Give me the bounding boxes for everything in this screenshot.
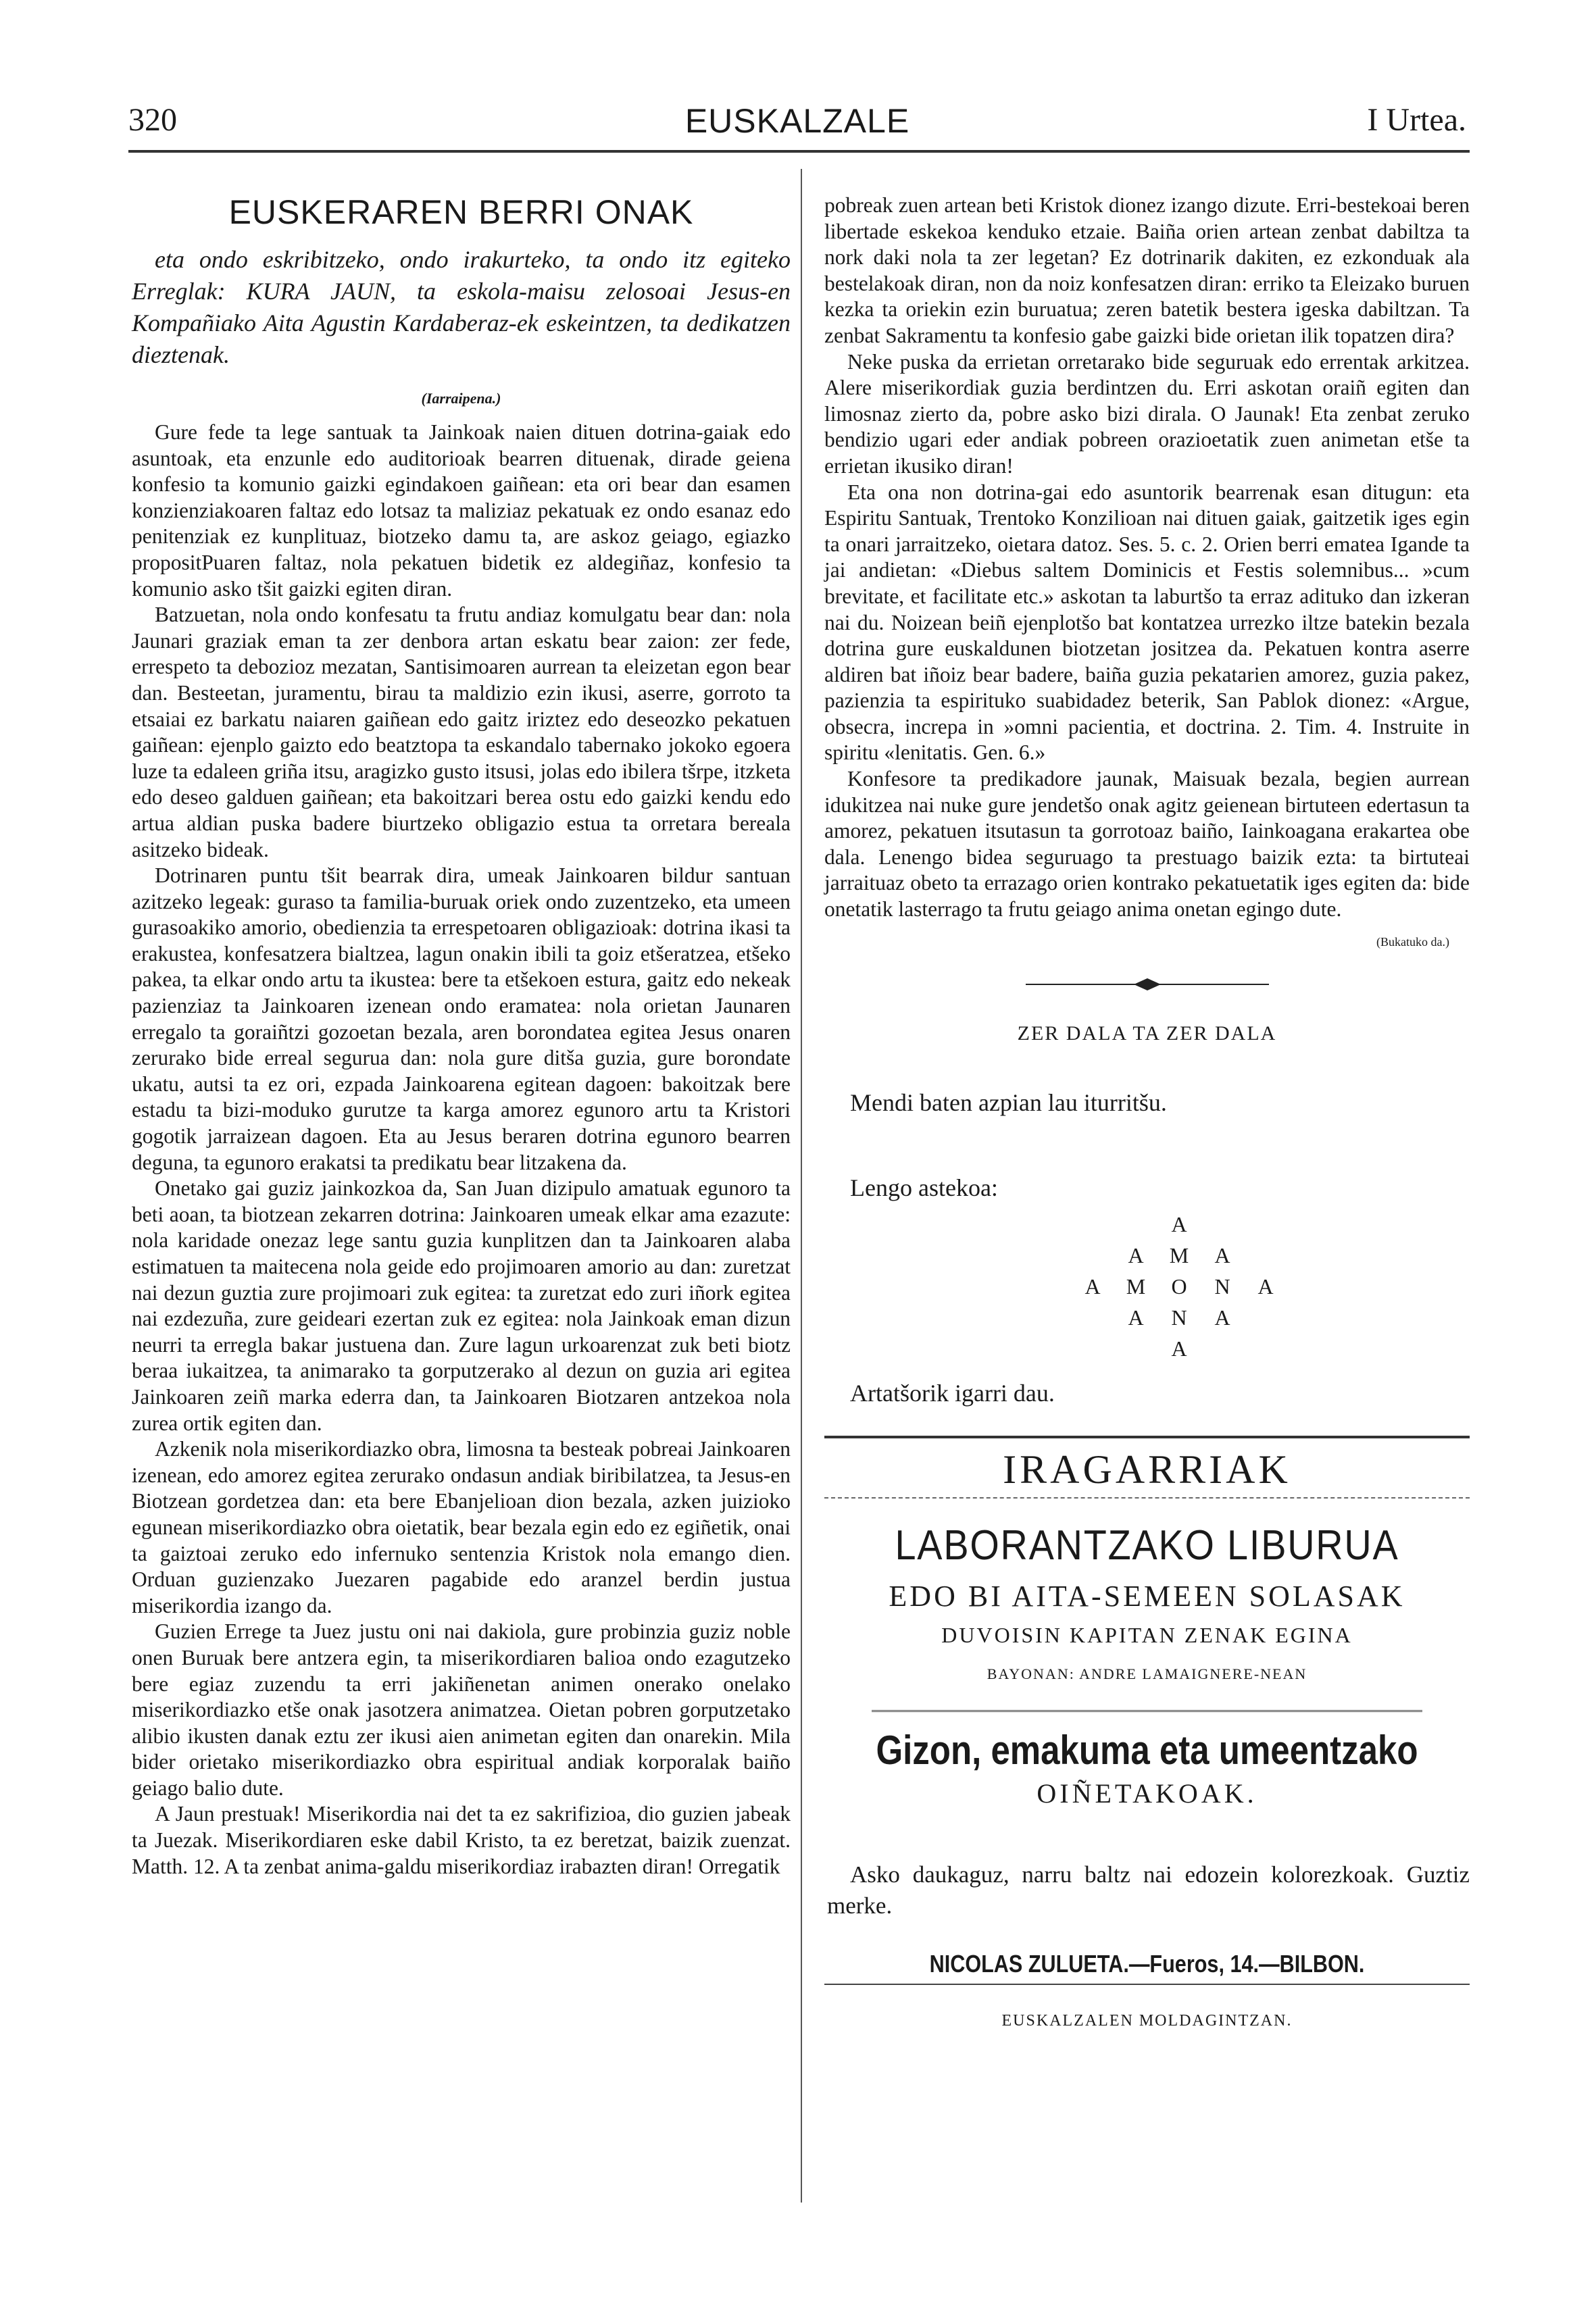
ad1-title: LABORANTZAKO LIBURUA (895, 1521, 1399, 1569)
ad1-author: DUVOISIN KAPITAN ZENAK EGINA (941, 1622, 1353, 1647)
ad1-publisher: BAYONAN: ANDRE LAMAIGNERE-NEAN (987, 1665, 1307, 1682)
header-rule (128, 150, 1470, 153)
paragraph: Azkenik nola miserikordiazko obra, limosna ta besteak pobreai Jainkoaren izenean, edo amorez egitea zerurako ondasun andiak biribilatzea, ta Jesus-en Biotzean gordetzea dan: eta bere Ebanjelioan dion bezala, azken juizioko egunean miserikordiazko obra oietatik, bear bezala egin edo ez egiñetik, onai ta gaiztoai zeruko edo infernuko sentenzia Kristok nola emango dien. Orduan guzienzako Juezaren pagabide edo aranzel berdin justua miserikordia izango da. (132, 1437, 791, 1617)
grid-cell: O (1171, 1274, 1187, 1299)
grid-cell: A (1171, 1211, 1187, 1236)
paragraph: Konfesore ta predikadore jaunak, Maisuak bezala, begien aurrean idukitzea nai nuke gure jendetšo onak agitz geienean birtuteen edertasun ta amorez, pekatuen itsutasun ta gorrotoaz baiño, Iainkoagana erakartea obe dala. Lenengo bidea seguruago ta prestuago baizik ezta: ta birtuteai jarraituaz obeto ta errazago orien kontrako pekatuetatik iges egiten da: bide onetatik lasterrago ta frutu geiago anima onetan egingo dute. (824, 767, 1470, 922)
grid-row (1071, 1271, 1470, 1302)
grid-cell: A (1214, 1242, 1230, 1267)
riddle-title: ZER DALA TA ZER DALA (1017, 1022, 1277, 1045)
grid-cell: A (1214, 1305, 1230, 1330)
journal-title: EUSKALZALE (684, 102, 910, 140)
paragraph: A Jaun prestuak! Miserikordia nai det ta ez sakrifizioa, dio guzien jabeak ta Juezak. Miserikordiaren eske dabil Kristo, ta ez beretzat, baizik zuenzat. Matth. 12. A ta zenbat anima-galdu miserikordiaz irabazten diran! Orregatik (132, 1802, 791, 1878)
grid-cell: M (1126, 1274, 1146, 1299)
article-title: EUSKERAREN BERRI ONAK (228, 193, 694, 231)
ad2-rule (824, 1984, 1470, 1985)
printer-imprint: EUSKALZALEN MOLDAGINTZAN. (1001, 2011, 1293, 2030)
paragraph: Guzien Errege ta Juez justu oni nai dakiola, gure probinzia guziz noble onen Buruak bere antzera egin, ta miserikordiaren balioa ondo ezagutzeko bere egiaz zuzendu ta erri jakiñenetan animen onerako onelako miserikordiazko etše onak jasotzera animatzea. Oietan pobren gorputzetako alibio ikusten danak eztu zer ikusi aien animetan egiten dan onarekin. Mila bider orietako miserikordiazko obra espiritual andiak korporalak baiño geiago balio dute. (132, 1619, 791, 1800)
paragraph: Neke puska da errietan orretarako bide seguruak edo errentak arkitzea. Alere miserikordiak guzia berdintzen du. Erri askotan oraiñ egiten dan limosnaz zierto da, pobre asko bizi dirala. O Jaunak! Eta zenbat zeruko bendizio ugari eder andiak pobreen orazioetatik zuen animetan etše ta errietan ikusiko diran! (824, 349, 1470, 478)
running-head (128, 101, 1466, 149)
grid-cell: A (1171, 1336, 1187, 1361)
ornament-divider (1026, 976, 1269, 992)
grid-row (1071, 1240, 1470, 1271)
riddle-note: Artatšorik igarri dau. (850, 1379, 1055, 1407)
article-body-left (132, 420, 791, 1880)
riddle-text: Mendi baten azpian lau iturritšu. (850, 1088, 1167, 1116)
ad2-title: Gizon, emakuma eta umeentzako (876, 1727, 1418, 1773)
letter-diamond (1071, 1209, 1470, 1364)
paragraph: Eta ona non dotrina-gai edo asuntorik bearrenak esan ditugun: eta Espiritu Santuak, Trentoko Konzilioan nai dituen gaiak, gaitzetik iges egin ta onari jarraitzeko, oietara datoz. Ses. 5. c. 2. Orien berri ematea Igande ta jai andietan: «Diebus saltem Dominicis et Festis solemnibus... »cum brevitate, et facilitate etc.» askotan ta laburtšo ta erraz adituko dan izkeran nai du. Noizean beiñ ejenplotšo bat kontatzea urrezko iltze batekin bezala dotrina gure euskaldunen biotzetan jositzea da. Pekatuen kontra aserre aldiren bat iñoiz bear badere, baiña guzia pekatarien amorez, guzia pakez, pazienzia ta espirituko suabidadez beterik, San Pablok dionez: «Argue, obsecra, increpa in »omni pacientia, et doctrina. 2. Tim. 4. Instruite in spiritu «lenitatis. Gen. 6.» (824, 480, 1470, 765)
right-column (824, 193, 1470, 2030)
ad2-text: Asko daukaguz, narru baltz nai edozein kolorezkoak. Guztiz merke. (827, 1861, 1470, 1919)
grid-row (1071, 1302, 1470, 1333)
paragraph: Onetako gai guziz jainkozkoa da, San Juan dizipulo amatuak egunoro ta beti aoan, ta biotzean zekarren dotrina: Jainkoaren umeak elkar ama ezazute: nola karidade onezaz lege santu guzia kunplitzen dan ta Jainkoaren alaba estimatuen ta maitecena nola geide edo projimoaren amorio au dan: zuretzat nai dezun guztia zure projimoari zuk egitea: ta zuretzat edo zuri iñork egitea nai ezdezuña, zure geideari ezertan zuk ez egitea: nola Jainkoak eman dizun neurri ta erregla bakar justuena dan. Zure lagun urkoarenzat zuk beti biotz beraa iukaitzea, ta animarako ta gorputzerako al dezun on guzia ari egitea Jainkoaren zeiñ marka ederra dan, ta Jainkoaren Biotzaren antzekoa nola zurea ortik egiten dan. (132, 1176, 791, 1435)
ad2-subtitle: OIÑETAKOAK. (1037, 1778, 1257, 1809)
ad1-subtitle: EDO BI AITA-SEMEEN SOLASAK (889, 1579, 1405, 1613)
grid-cell: A (1128, 1242, 1144, 1267)
paragraph: Dotrinaren puntu tšit bearrak dira, umeak Jainkoaren bildur santuan azitzeko legeak: guraso ta familia-buruak oriek ondo zuzentzeko, eta umeen gurasoakiko amorio, obedienzia ta errespetoaren obligazioak: dotrina ikasi ta erakustea, konfesatzera bialtzea, lagun onakin ibili ta goiz etšeratzea, etšeko pakea, ta elkar ondo artu ta ikustea: bere ta etšekoen estura, gaitz edo nekeak pazienziaz ta Jainkoaren izenean ondo eramatea: nola orietan Jaunaren erregalo ta goraiñtzi gozoetan bezala, aren borondatea egitea Jesus onaren zerurako bide erreal segurua dan: nola gure ditša guzia, gure borondate ukatu, autsi ta ez ori, ezpada Jainkoarena egitean dagoen: bakoitzak bere estadu ta bizi-moduko gurutze ta karga amorez egunoro artu ta Kristori gogotik jarraizean dagoen. Eta au Jesus beraren dotrina egunoro bearren deguna, ta egunoro erakatsi ta predikatu bear litzakena da. (132, 863, 791, 1174)
grid-cell: A (1257, 1274, 1274, 1299)
continued-label: (Iarraipena.) (421, 390, 501, 407)
ad2-address: NICOLAS ZULUETA.—Fueros, 14.—BILBON. (929, 1949, 1365, 1978)
paragraph: pobreak zuen artean beti Kristok dionez izango dizute. Erri-bestekoai beren libertade eskekoa kenduko etzaie. Baiña orien artean zenbat dabiltza ta nork daki nola ta zer legetan? Ez dotrinarik dakiten, ez ezkonduak ala bestelakoak diran, non da noiz konfesatzen diran: erriko ta Eleizako buruen kezka ta oriekin ezin buruatua; zeren batetik bestera igeska dabiltzan. Ta zenbat Sakramentu ta konfesio gabe gaizki bide orietan ilik topatzen dira? (824, 193, 1470, 347)
column-divider (801, 169, 802, 2203)
article-signature: (Bukatuko da.) (1376, 934, 1449, 949)
year-label: I Urtea. (1367, 102, 1466, 138)
page-number: 320 (128, 102, 177, 138)
grid-cell: M (1169, 1242, 1189, 1267)
grid-cell: N (1171, 1305, 1187, 1330)
grid-cell: N (1214, 1274, 1230, 1299)
previous-answer-label: Lengo astekoa: (850, 1174, 998, 1201)
ads-heading: IRAGARRIAK (1003, 1447, 1291, 1492)
left-column (132, 193, 791, 1880)
grid-cell: A (1084, 1274, 1101, 1299)
ads-top-rule (824, 1436, 1470, 1438)
ad-separator (872, 1710, 1422, 1712)
grid-row (1071, 1333, 1470, 1364)
ads-heading-rule (824, 1497, 1470, 1499)
grid-row (1071, 1209, 1470, 1240)
paragraph: Batzuetan, nola ondo konfesatu ta frutu andiaz komulgatu bear dan: nola Jaunari graziak eman ta zer denbora artan eskatu bear zaion: zer fede, errespeto ta debozioz mezatan, Santisimoaren aurrean ta eleizetan egon bear dan. Besteetan, juramentu, birau ta maldizio ezin ikusi, aserre, gorroto ta etsaiai ez barkatu naiaren gaiñean edo gaitz iriztez edo deseozko pekatuen gaiñean: ejenplo gaizto edo beatztopa ta eskandalo tabernako jokoko egoera luze ta edaleen griña itsu, aragizko gusto itsusi, jolas edo ibilera tšrpe, itzketa edo deseo galduen gaiñean; eta bakoitzari berea ostu edo gaizki kendu edo artua aldian puska badere biurtzeko obligazio estua ta orretara bereala asitzeko bideak. (132, 603, 791, 861)
grid-cell: A (1128, 1305, 1144, 1330)
paragraph: Gure fede ta lege santuak ta Jainkoak naien dituen dotrina-gaiak edo asuntoak, eta enzunle edo auditorioak bearren dituenak, dirade geiena konfesio ta komunio gaizki egindakoen gaiñean: eta ori bear dan esamen konzienziakoaren faltaz edo lotsaz ta maliziaz pekatuak ez ondo esanaz edo penitenziak ez kunplituaz, biotzeko damu ta, are askoz geiago, egiazko propositPuaren faltaz, nola pekatuen bidetik ez aldegiñaz, konfesio ta komunio asko tšit gaizki egiten diran. (132, 420, 791, 601)
article-dedication: eta ondo eskribitzeko, ondo irakurteko, ta ondo itz egiteko Erreglak: KURA JAUN, ta eskola-maisu zelosoai Jesus-en Kompañiako Aita Agustin Kardaberaz-ek eskeintzen, ta dedikatzen dieztenak. (132, 246, 791, 368)
article-body-right (824, 193, 1470, 923)
